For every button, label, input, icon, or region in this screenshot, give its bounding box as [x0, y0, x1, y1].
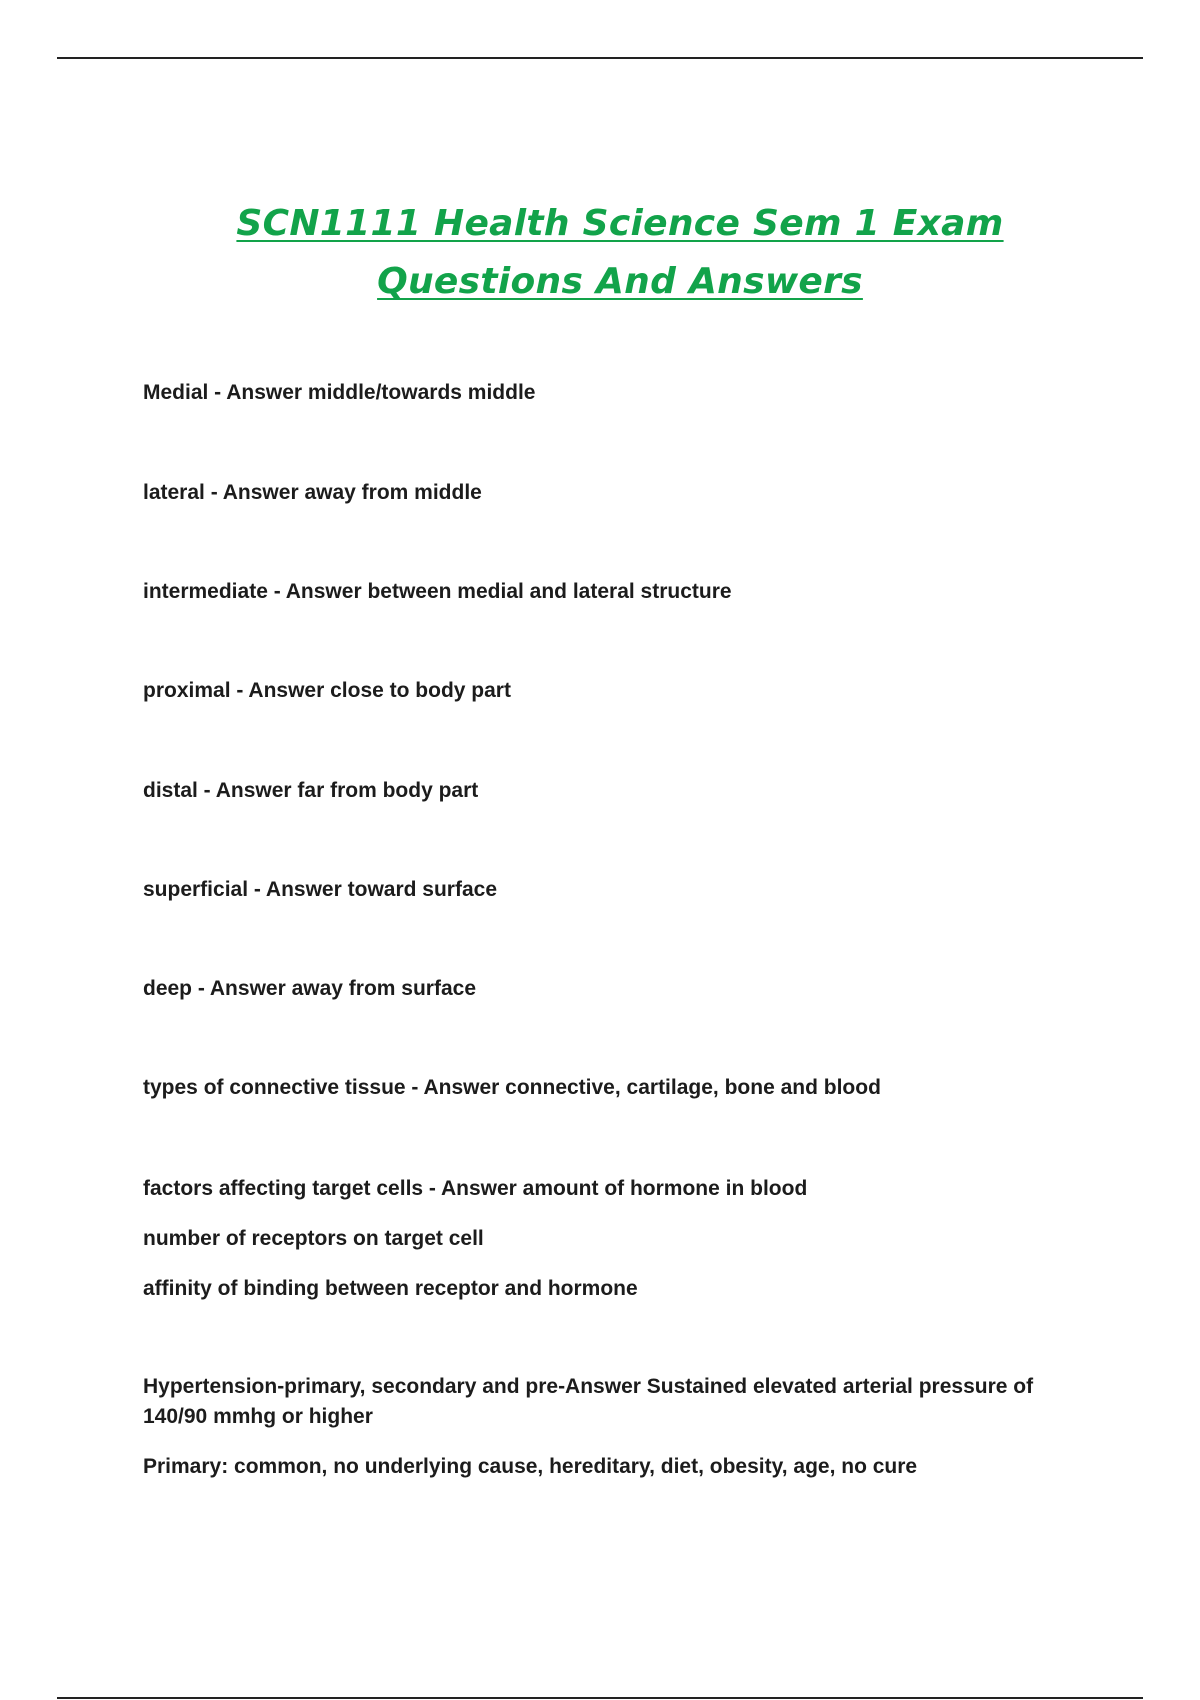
- qa-item-connective-tissue: [143, 1073, 1103, 1103]
- title-line-2: Questions And Answers: [377, 261, 863, 302]
- qa-text: types of connective tissue - Answer connective, cartilage, bone and blood: [143, 1076, 881, 1099]
- qa-item-medial: [143, 378, 1103, 408]
- qa-extra-line: Primary: common, no underlying cause, hereditary, diet, obesity, age, no cure: [143, 1455, 918, 1478]
- qa-item-superficial: [143, 875, 1103, 905]
- qa-extra-line: number of receptors on target cell: [143, 1227, 484, 1250]
- qa-item-lateral: [143, 478, 1103, 508]
- qa-item-target-cells: [143, 1174, 1103, 1304]
- qa-item-proximal: [143, 676, 1103, 706]
- qa-text: lateral - Answer away from middle: [143, 481, 482, 504]
- document-title: [0, 195, 1200, 311]
- qa-text: factors affecting target cells - Answer amount of hormone in blood: [143, 1177, 808, 1200]
- qa-text: superficial - Answer toward surface: [143, 878, 497, 901]
- top-divider: [57, 57, 1143, 59]
- qa-text: proximal - Answer close to body part: [143, 679, 511, 702]
- qa-item-intermediate: [143, 577, 1103, 607]
- qa-text: intermediate - Answer between medial and lateral structure: [143, 580, 732, 603]
- qa-item-hypertension: [143, 1372, 1103, 1482]
- qa-text: Hypertension-primary, secondary and pre-Answer Sustained elevated arterial pressure of 140/90 mmhg or higher: [143, 1375, 1034, 1428]
- qa-item-deep: [143, 974, 1103, 1004]
- bottom-divider: [57, 1697, 1143, 1699]
- qa-text: distal - Answer far from body part: [143, 779, 479, 802]
- qa-text: deep - Answer away from surface: [143, 977, 477, 1000]
- qa-extra-line: affinity of binding between receptor and hormone: [143, 1277, 638, 1300]
- qa-item-distal: [143, 776, 1103, 806]
- title-line-1: SCN1111 Health Science Sem 1 Exam: [236, 203, 1004, 244]
- qa-text: Medial - Answer middle/towards middle: [143, 381, 536, 404]
